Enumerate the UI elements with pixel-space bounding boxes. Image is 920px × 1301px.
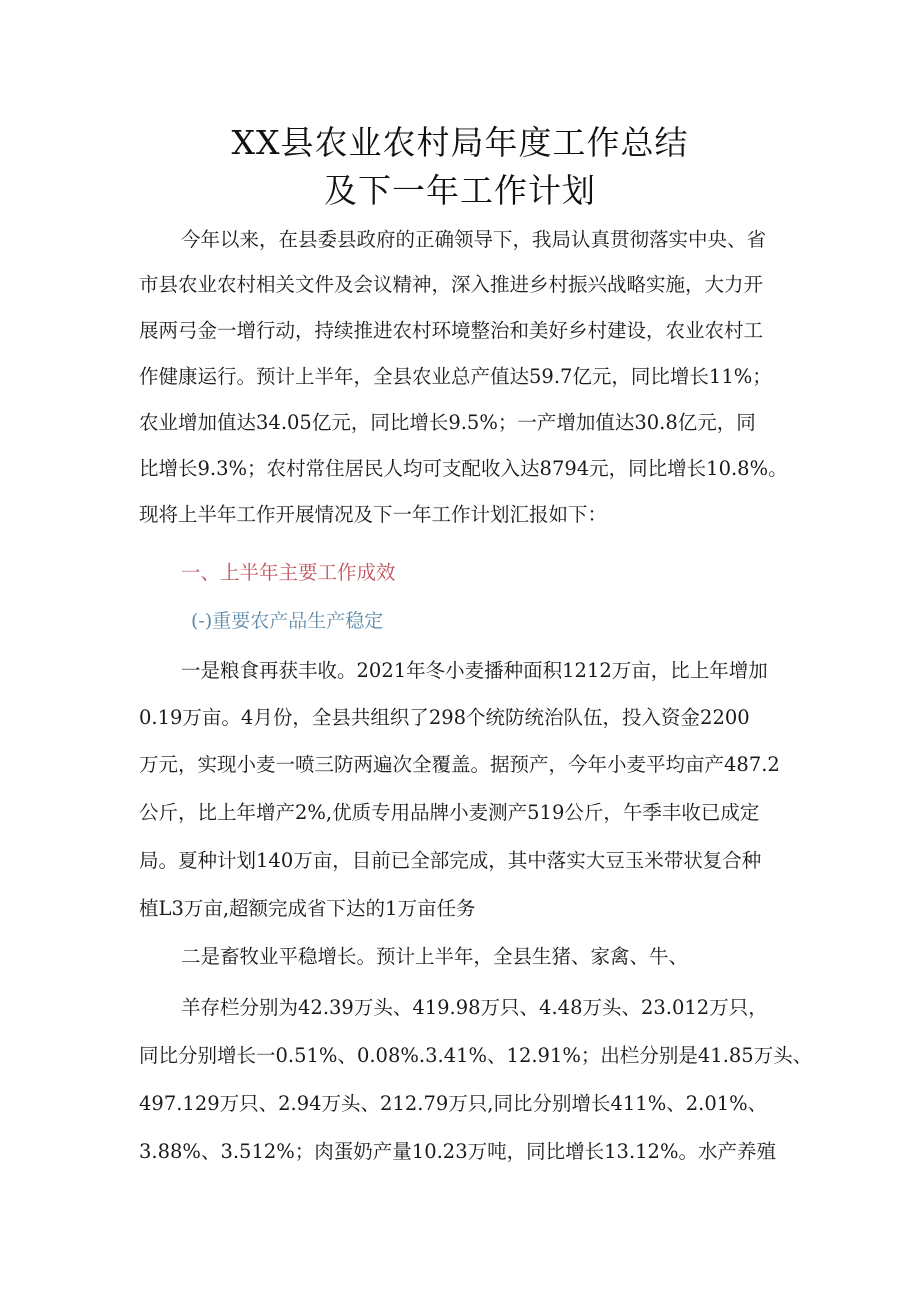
intro-line: 展两弓金一增行动，持续推进农村环境整治和美好乡村建设，农业农村工: [139, 319, 764, 342]
document-title-line-1: XX县农业农村局年度工作总结: [231, 123, 689, 162]
livestock-paragraph-line: 3.88%、3.512%；肉蛋奶产量10.23万吨，同比增长13.12%。水产养殖: [139, 1140, 776, 1163]
grain-paragraph-line: 局。夏种计划140万亩，目前已全部完成，其中落实大豆玉米带状复合种: [139, 849, 762, 872]
intro-line: 市县农业农村相关文件及会议精神，深入推进乡村振兴战略实施，大力开: [139, 273, 764, 296]
grain-paragraph-line: 一是粮食再获丰收。2021年冬小麦播种面积1212万亩，比上年增加: [181, 659, 768, 682]
intro-line: 农业增加值达34.05亿元，同比增长9.5%；一产增加值达30.8亿元，同: [139, 411, 756, 434]
document-title-line-2: 及下一年工作计划: [324, 171, 596, 210]
intro-line: 作健康运行。预计上半年，全县农业总产值达59.7亿元，同比增长11%；: [139, 365, 772, 388]
grain-paragraph-line: 万元，实现小麦一喷三防两遍次全覆盖。据预产，今年小麦平均亩产487.2: [139, 753, 780, 776]
livestock-paragraph-line: 羊存栏分别为42.39万头、419.98万只、4.48万头、23.012万只，: [181, 996, 768, 1019]
subsection-heading: (-)重要农产品生产稳定: [191, 610, 384, 632]
grain-paragraph-line: 公斤，比上年增产2%,优质专用品牌小麦测产519公斤，午季丰收已成定: [139, 801, 760, 824]
livestock-paragraph-line: 同比分别增长一0.51%、0.08%.3.41%、12.91%；出栏分别是41.85万头、: [139, 1044, 813, 1067]
livestock-paragraph-line: 497.129万只、2.94万头、212.79万只,同比分别增长411%、2.01%、: [139, 1092, 768, 1115]
intro-line: 现将上半年工作开展情况及下一年工作计划汇报如下：: [139, 503, 608, 526]
grain-paragraph-line: 植L3万亩,超额完成省下达的1万亩任务: [139, 897, 476, 920]
grain-paragraph-line: 0.19万亩。4月份，全县共组织了298个统防统治队伍，投入资金2200: [139, 706, 750, 729]
intro-line: 比增长9.3%；农村常住居民人均可支配收入达8794元，同比增长10.8%。: [139, 457, 788, 480]
livestock-paragraph-line: 二是畜牧业平稳增长。预计上半年，全县生猪、家禽、牛、: [181, 945, 689, 968]
intro-line: 今年以来，在县委县政府的正确领导下，我局认真贯彻落实中央、省: [181, 228, 767, 251]
section-heading: 一、上半年主要工作成效: [181, 561, 396, 584]
